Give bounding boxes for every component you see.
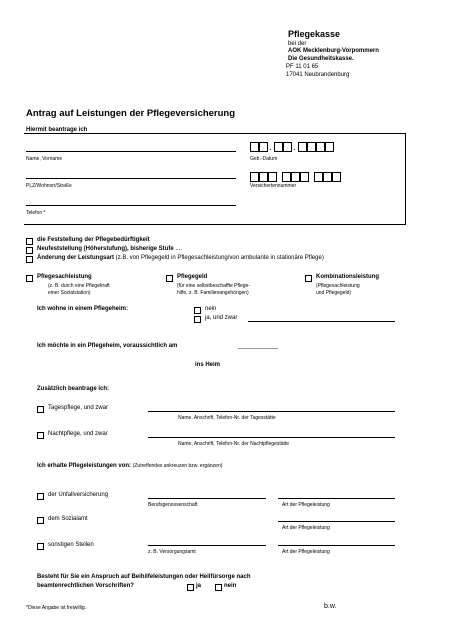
nursing-home-no-label: nein (205, 306, 217, 312)
tagespflege-label: Tagespflege, und zwar (48, 405, 109, 411)
nachtpflege-label: Nachtpflege, und zwar (48, 431, 108, 437)
unfallversicherung-cap-right: Art der Pflegeleistung (282, 502, 330, 508)
tagespflege-caption: Name, Anschrift, Telefon-Nr. der Tagesstätte (178, 415, 276, 421)
checkbox-beihilfe-yes[interactable] (187, 584, 194, 591)
additional-heading: Zusätzlich beantrage ich: (37, 386, 110, 392)
benefit-title-sachleistung: Pflegesachleistung (37, 274, 92, 280)
sozialamt-field-right[interactable] (278, 521, 395, 522)
checkbox-leistungsart[interactable] (26, 256, 33, 263)
benefit-desc1-kombination: (Pflegesachleistung (316, 283, 360, 289)
nursing-home-name-field[interactable] (248, 321, 395, 322)
checkbox-nursing-home-no[interactable] (194, 307, 201, 314)
tagespflege-field[interactable] (148, 411, 395, 412)
benefit-desc2-sachleistung: einer Sozialstation) (48, 290, 91, 296)
applicant-frame (24, 133, 406, 225)
move-in-question: Ich möchte in ein Pflegeheim, voraussichtlich am (37, 343, 178, 349)
unfallversicherung-cap-left: Berufsgenossenschaft (148, 502, 198, 508)
insurance-number-label: Versichertennummer (250, 183, 297, 189)
checkbox-pflegegeld[interactable] (166, 275, 173, 282)
unfallversicherung-field-right[interactable] (278, 498, 395, 499)
sonstige-field-left[interactable] (148, 545, 266, 546)
beihilfe-line1: Besteht für Sie ein Anspruch auf Beihilfeleistungen oder Heilfürsorge nach (37, 574, 251, 580)
nachtpflege-field[interactable] (148, 437, 395, 438)
request-leistungsart: Änderung der Leistungsart (z.B. von Pflegegeld in Pflegesachleistung/von ambulante in stationäre Pflege) (37, 255, 324, 261)
benefit-title-kombination: Kombinationsleistung (316, 274, 379, 280)
name-label: Name, Vorname (26, 156, 63, 162)
applicant-intro: Hiermit beantrage ich (26, 127, 88, 133)
dob-label: Geb.-Datum (250, 156, 278, 162)
insurer-city: 17041 Neubrandenburg (286, 72, 350, 78)
checkbox-nachtpflege[interactable] (37, 432, 44, 439)
phone-label: Telefon * (26, 210, 46, 216)
beihilfe-no-label: nein (224, 583, 237, 589)
sonstige-cap-right: Art der Pflegeleistung (282, 549, 330, 555)
insurer-name: AOK Mecklenburg-Vorpommern (288, 48, 379, 54)
benefit-desc1-pflegegeld: (für eine selbstbeschaffte Pflege- (177, 283, 251, 289)
checkbox-nursing-home-yes[interactable] (194, 316, 201, 323)
insurer-pobox: PF 11 01 65 (286, 64, 319, 70)
checkbox-sozialamt[interactable] (37, 517, 44, 524)
sozialamt-label: dem Sozialamt (48, 516, 88, 522)
checkbox-neufeststellung[interactable] (26, 247, 33, 254)
benefit-desc2-pflegegeld: hilfe, z. B. Familienangehörigen) (177, 290, 249, 296)
insurer-line1: bei der (288, 41, 307, 47)
checkbox-tagespflege[interactable] (37, 406, 44, 413)
beihilfe-yes-label: ja (196, 583, 202, 589)
received-heading-line: Ich erhalte Pflegeleistungen von: (Zutreffendes ankreuzen bzw. ergänzen) (37, 463, 223, 469)
name-field[interactable] (26, 151, 236, 152)
checkbox-sonstige[interactable] (37, 543, 44, 550)
request-feststellung: die Feststellung der Pflegebedürftigkeit (37, 237, 150, 243)
sonstige-field-right[interactable] (278, 545, 395, 546)
unfallversicherung-field-left[interactable] (148, 498, 266, 499)
insurer-title: Pflegekasse (288, 29, 341, 39)
nursing-home-yes-label: ja, und zwar (205, 315, 238, 321)
checkbox-pflegesachleistung[interactable] (26, 275, 33, 282)
request-neufeststellung: Neufeststellung (Höherstufung), bisherige Stufe .... (37, 246, 183, 252)
address-field[interactable] (26, 178, 236, 179)
checkbox-kombinationsleistung[interactable] (305, 275, 312, 282)
benefit-desc1-sachleistung: (z. B. durch eine Pflegekraft (48, 283, 110, 289)
footer-note: *Diese Angabe ist freiwillig. (26, 605, 87, 611)
benefit-title-pflegegeld: Pflegegeld (177, 274, 208, 280)
sozialamt-cap-right: Art der Pflegeleistung (282, 525, 330, 531)
sonstige-label: sonstigen Stellen (48, 542, 94, 548)
move-in-date-field[interactable]: ____________ (238, 343, 279, 349)
checkbox-beihilfe-no[interactable] (215, 584, 222, 591)
phone-field[interactable] (26, 205, 236, 206)
unfallversicherung-label: der Unfallversicherung (48, 492, 109, 498)
checkbox-unfallversicherung[interactable] (37, 493, 44, 500)
checkbox-feststellung[interactable] (26, 238, 33, 245)
benefit-desc2-kombination: und Pflegegeld) (316, 290, 352, 296)
beihilfe-line2: beamtenrechtlichen Vorschriften? (37, 583, 134, 589)
nachtpflege-caption: Name, Anschrift, Telefon-Nr. der Nachtpflegestätte (178, 441, 290, 447)
sonstige-cap-left: z. B. Versorgungsamt (148, 549, 196, 555)
form-title: Antrag auf Leistungen der Pflegeversicherung (26, 108, 236, 119)
address-label: PLZ/Wohnort/Straße (26, 183, 72, 189)
footer-bw: b.w. (324, 603, 337, 610)
nursing-home-question: Ich wohne in einem Pflegeheim: (37, 306, 129, 312)
insurer-subtitle: Die Gesundheitskasse. (288, 56, 354, 62)
move-in-suffix: ins Heim (195, 362, 221, 368)
